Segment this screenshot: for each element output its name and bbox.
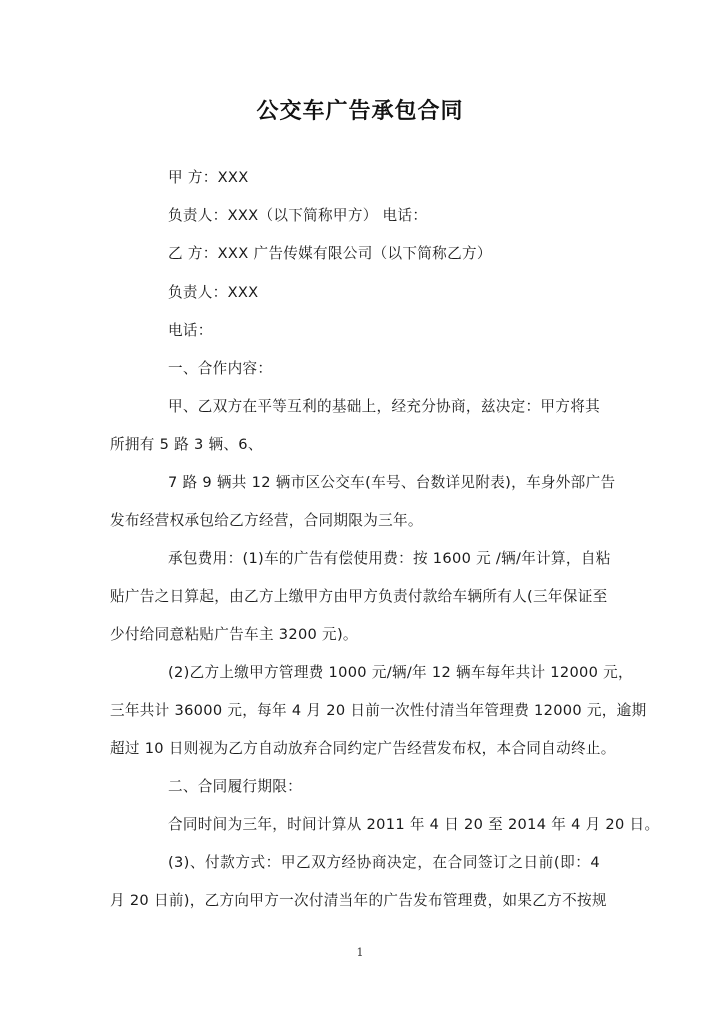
paragraph-line: 所拥有 5 路 3 辆、6、 <box>110 436 263 453</box>
paragraph-line: 7 路 9 辆共 12 辆市区公交车(车号、台数详见附表)，车身外部广告 <box>168 474 616 491</box>
page-number: 1 <box>356 946 364 959</box>
party-a-line: 甲 方：XXX <box>168 169 249 186</box>
section-heading-cooperation: 一、合作内容： <box>168 360 273 377</box>
paragraph-line: 甲、乙双方在平等互利的基础上，经充分协商，兹决定：甲方将其 <box>168 398 600 415</box>
paragraph-line: 月 20 日前)，乙方向甲方一次付清当年的广告发布管理费，如果乙方不按规 <box>110 892 607 909</box>
paragraph-line: (2)乙方上缴甲方管理费 1000 元/辆/年 12 辆车每年共计 12000 元， <box>168 664 633 681</box>
paragraph-line: (3)、付款方式：甲乙双方经协商决定，在合同签订之日前(即：4 <box>168 854 600 871</box>
paragraph-line: 超过 10 日则视为乙方自动放弃合同约定广告经营发布权，本合同自动终止。 <box>110 740 616 757</box>
document-title: 公交车广告承包合同 <box>256 98 464 124</box>
paragraph-line: 承包费用：(1)车的广告有偿使用费：按 1600 元 /辆/年计算，自粘 <box>168 550 611 567</box>
paragraph-line: 贴广告之日算起，由乙方上缴甲方由甲方负责付款给车辆所有人(三年保证至 <box>110 588 608 605</box>
party-b-contact-line: 负责人：XXX <box>168 284 259 301</box>
paragraph-line: 少付给同意粘贴广告车主 3200 元)。 <box>110 626 358 643</box>
paragraph-line: 发布经营权承包给乙方经营，合同期限为三年。 <box>110 512 423 529</box>
party-b-phone-line: 电话： <box>168 322 213 339</box>
paragraph-line: 三年共计 36000 元，每年 4 月 20 日前一次性付清当年管理费 12000 元，逾期 <box>110 702 647 719</box>
section-heading-term: 二、合同履行期限： <box>168 778 303 795</box>
party-b-line: 乙 方：XXX 广告传媒有限公司（以下简称乙方） <box>168 245 492 262</box>
paragraph-line: 合同时间为三年，时间计算从 2011 年 4 日 20 至 2014 年 4 月 20 日。 <box>168 816 660 833</box>
party-a-contact-line: 负责人：XXX（以下简称甲方） 电话： <box>168 207 428 224</box>
